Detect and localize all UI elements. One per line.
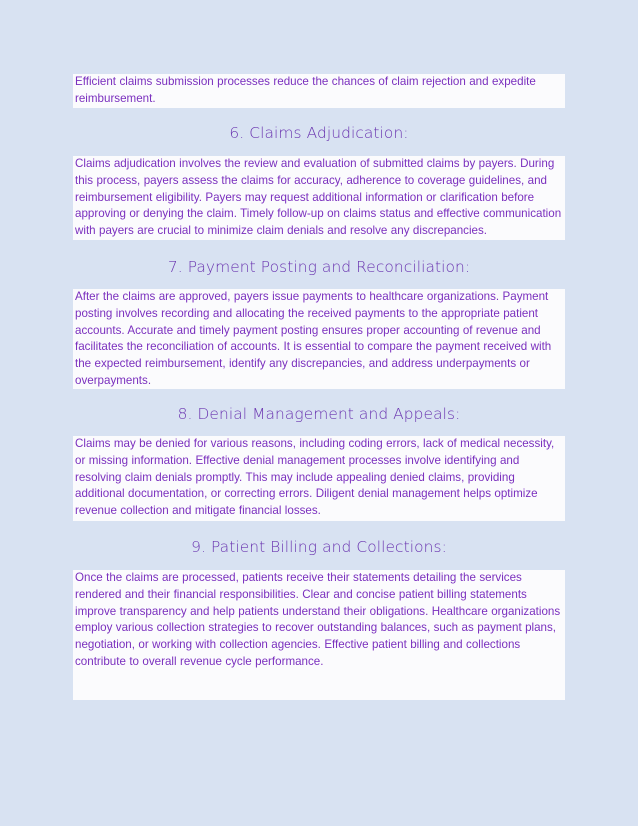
section-paragraph-patient-billing: Once the claims are processed, patients receive their statements detailing the services rendered and their financial responsibilities. Clear and concise patient billing statements improve transparency and help patients understand their obligations. Healthcare organizations employ various collection strategies to recover outstanding balances, such as payment plans, negotiation, or working with collection agencies. Effective patient billing and collections contribute to overall revenue cycle performance. bbox=[73, 570, 565, 700]
section-paragraph-claims-adjudication: Claims adjudication involves the review and evaluation of submitted claims by payers. During this process, payers assess the claims for accuracy, adherence to coverage guidelines, and reimbursement eligibility. Payers may request additional information or clarification before approving or denying the claim. Timely follow-up on claims status and effective communication with payers are crucial to minimize claim denials and resolve any discrepancies. bbox=[73, 156, 565, 240]
section-heading-claims-adjudication: 6. Claims Adjudication: bbox=[229, 124, 409, 142]
section-paragraph-denial-management: Claims may be denied for various reasons, including coding errors, lack of medical necessity, or missing information. Effective denial management processes involve identifying and resolving claim denials promptly. This may include appealing denied claims, providing additional documentation, or correcting errors. Diligent denial management helps optimize revenue collection and mitigate financial losses. bbox=[73, 436, 565, 521]
section-heading-denial-management: 8. Denial Management and Appeals: bbox=[177, 405, 461, 423]
intro-paragraph: Efficient claims submission processes reduce the chances of claim rejection and expedite reimbursement. bbox=[73, 74, 565, 108]
section-heading-payment-posting: 7. Payment Posting and Reconciliation: bbox=[167, 258, 471, 276]
section-paragraph-payment-posting: After the claims are approved, payers issue payments to healthcare organizations. Payment posting involves recording and allocating the received payments to the appropriate patient accounts. Accurate and timely payment posting ensures proper accounting of revenue and facilitates the reconciliation of accounts. It is essential to compare the payment received with the expected reimbursement, identify any discrepancies, and address underpayments or overpayments. bbox=[73, 289, 565, 389]
section-heading-patient-billing: 9. Patient Billing and Collections: bbox=[191, 538, 447, 556]
